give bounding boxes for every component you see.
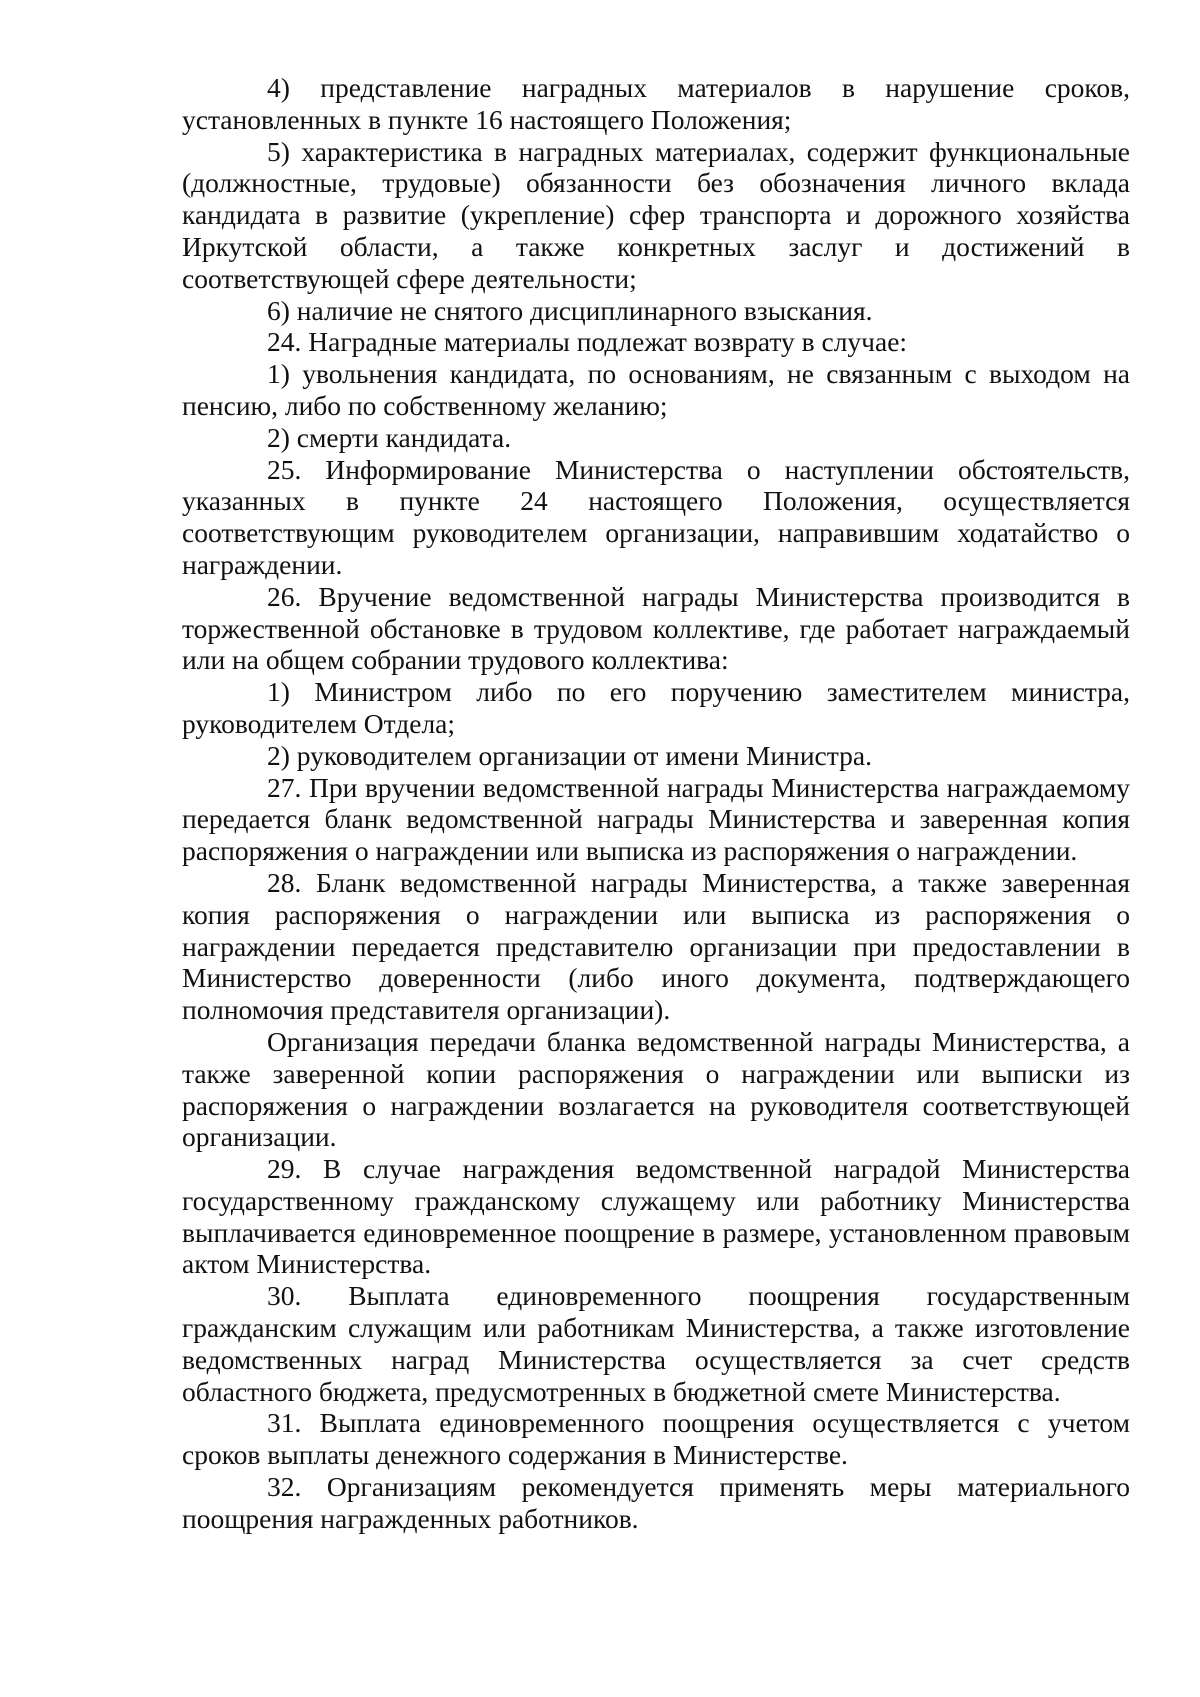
paragraph-31: 31. Выплата единовременного поощрения осуществляется с учетом сроков выплаты денежного содержания в Министерстве.	[182, 1407, 1130, 1471]
paragraph-24: 24. Наградные материалы подлежат возврату в случае:	[267, 326, 908, 358]
paragraph-32: 32. Организациям рекомендуется применять меры материального поощрения награжденных работников.	[182, 1471, 1130, 1534]
paragraph-item-4: 4) представление наградных материалов в нарушение сроков, установленных в пункте 16 настоящего Положения;	[182, 72, 1130, 135]
paragraph-26-item-2: 2) руководителем организации от имени Министра.	[267, 739, 872, 771]
paragraph-28-continued: Организация передачи бланка ведомственной награды Министерства, а также заверенной копии распоряжения о награждении или выписки из распоряжения о награждении возлагается на руководителя соответствующей организации.	[182, 1025, 1130, 1153]
paragraph-24-item-2: 2) смерти кандидата.	[267, 421, 512, 453]
paragraph-24-item-1: 1) увольнения кандидата, по основаниям, не связанным с выходом на пенсию, либо по собственному желанию;	[182, 358, 1130, 421]
paragraph-27: 27. При вручении ведомственной награды Министерства награждаемому передается бланк ведомственной награды Министерства и заверенная копия распоряжения о награждении или выписка из распоряжения о награждении.	[182, 771, 1130, 867]
paragraph-item-5: 5) характеристика в наградных материалах, содержит функциональные (должностные, трудовые) обязанности без обозначения личного вклада кандидата в развитие (укрепление) сфер транспорта и дорожного хозяйства Иркутской области, а также конкретных заслуг и достижений в соответствующей сфере деятельности;	[182, 135, 1130, 294]
paragraph-28: 28. Бланк ведомственной награды Министерства, а также заверенная копия распоряжения о награждении или выписка из распоряжения о награждении передается представителю организации при предоставлении в Министерство доверенности (либо иного документа, подтверждающего полномочия представителя организации).	[182, 866, 1130, 1026]
paragraph-item-6: 6) наличие не снятого дисциплинарного взыскания.	[267, 294, 873, 326]
paragraph-26: 26. Вручение ведомственной награды Министерства производится в торжественной обстановке в трудовом коллективе, где работает награждаемый или на общем собрании трудового коллектива:	[182, 580, 1130, 676]
document-page	[182, 72, 1130, 1535]
paragraph-26-item-1: 1) Министром либо по его поручению заместителем министра, руководителем Отдела;	[182, 676, 1130, 739]
paragraph-30: 30. Выплата единовременного поощрения государственным гражданским служащим или работникам Министерства, а также изготовление ведомственных наград Министерства осуществляется за счет средств областного бюджета, предусмотренных в бюджетной смете Министерства.	[182, 1280, 1130, 1407]
paragraph-25: 25. Информирование Министерства о наступлении обстоятельств, указанных в пункте 24 настоящего Положения, осуществляется соответствующим руководителем организации, направившим ходатайство о награждении.	[182, 453, 1130, 580]
paragraph-29: 29. В случае награждения ведомственной наградой Министерства государственному гражданскому служащему или работнику Министерства выплачивается единовременное поощрение в размере, установленном правовым актом Министерства.	[182, 1153, 1130, 1280]
